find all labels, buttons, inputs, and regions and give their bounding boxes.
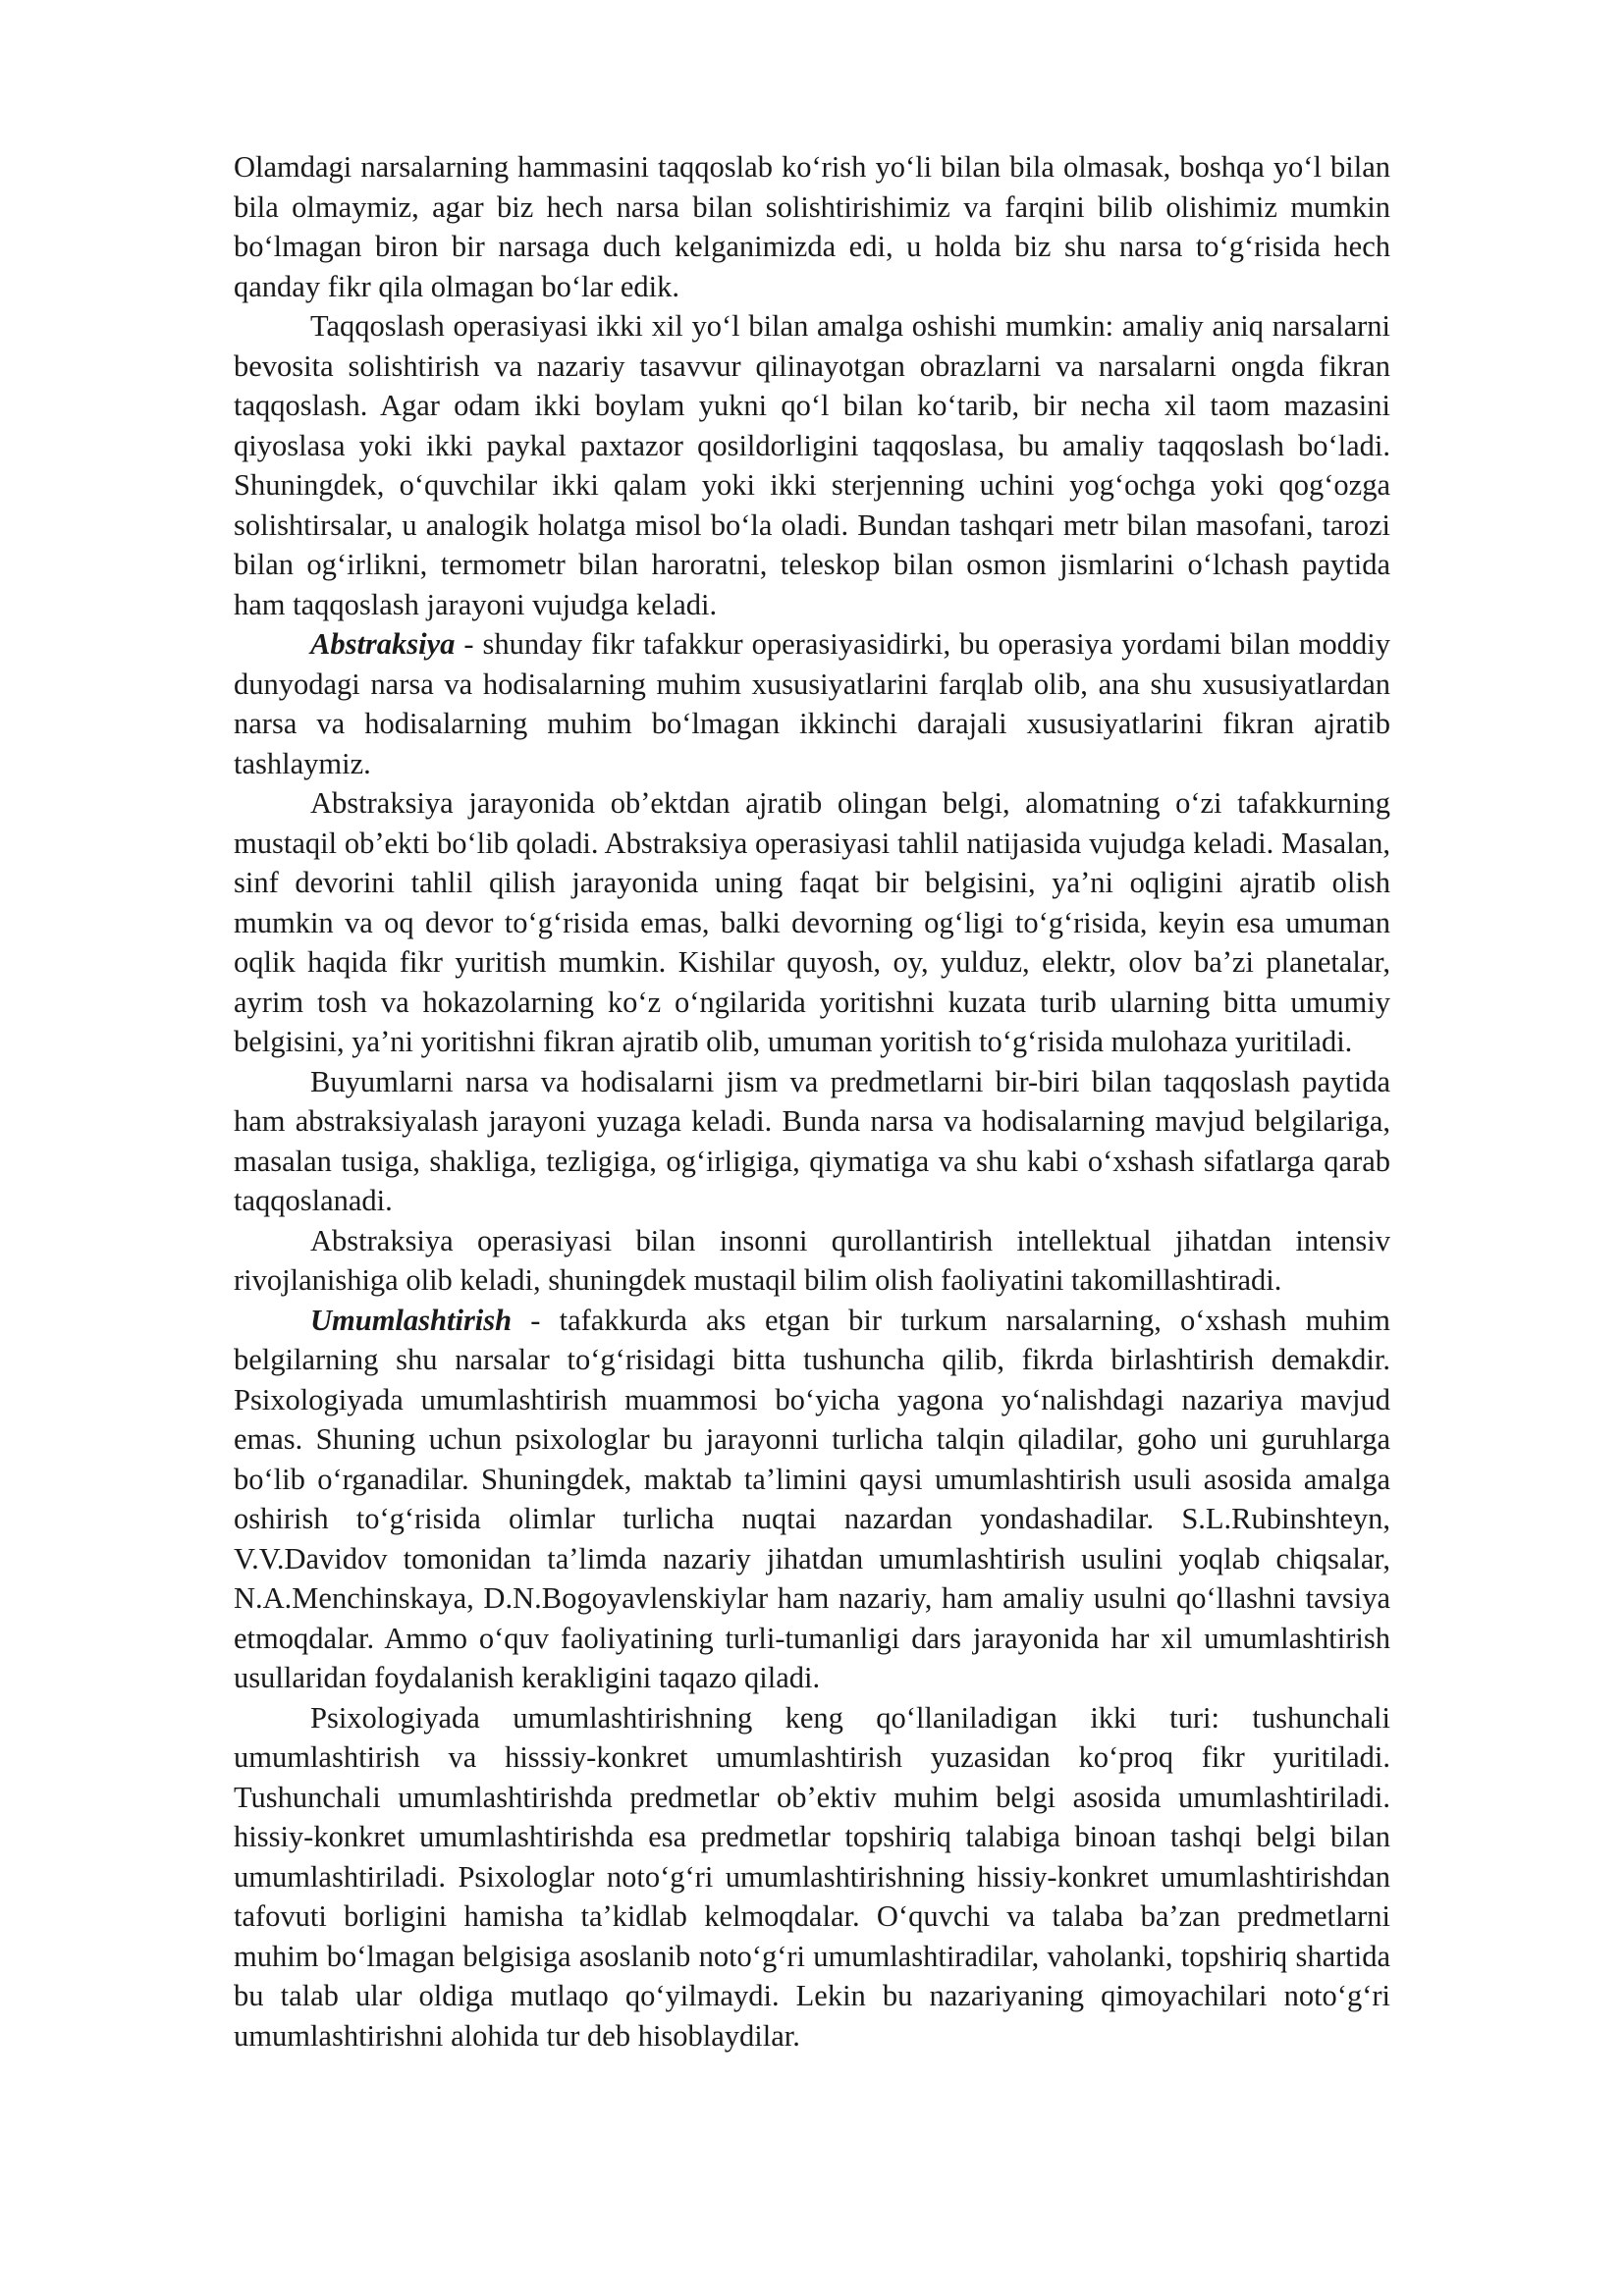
- paragraph-text: - shunday fikr tafakkur operasiyasidirki, bu operasiya yordami bilan moddiy dunyodagi narsa va hodisalarning muhim xususiyatlarini farqlab olib, ana shu xususiyatlardan narsa va hodisalarning muhim boʻlmagan ikkinchi darajali xususiyatlarini fikran ajratib tashlaymiz.: [234, 627, 1390, 780]
- paragraph-4: [234, 783, 1390, 1062]
- term-umumlashtirish: Umumlashtirish: [310, 1303, 513, 1337]
- paragraph-text: Abstraksiya jarayonida obʼektdan ajratib olingan belgi, alomatning oʻzi tafakkurning mustaqil obʼekti boʻlib qoladi. Abstraksiya operasiyasi tahlil natijasida vujudga keladi. Masalan, sinf devorini tahlil qilish jarayonida uning faqat bir belgisini, yaʼni oqligini ajratib olish mumkin va oq devor toʻgʻrisida emas, balki devorning ogʻligi toʻgʻrisida, keyin esa umuman oqlik haqida fikr yuritish mumkin. Kishilar quyosh, oy, yulduz, elektr, olov baʼzi planetalar, ayrim tosh va hokazolarning koʻz oʻngilarida yoritishni kuzata turib ularning bitta umumiy belgisini, yaʼni yoritishni fikran ajratib olib, umuman yoritish toʻgʻrisida mulohaza yuritiladi.: [234, 786, 1390, 1058]
- paragraph-5: [234, 1062, 1390, 1221]
- paragraph-7: [234, 1301, 1390, 1698]
- paragraph-3: [234, 624, 1390, 783]
- paragraph-text: Olamdagi narsalarning hammasini taqqoslab koʻrish yoʻli bilan bila olmasak, boshqa yoʻl bilan bila olmaymiz, agar biz hech narsa bilan solishtirishimiz va farqini bilib olishimiz mumkin boʻlmagan biron bir narsaga duch kelganimizda edi, u holda biz shu narsa toʻgʻrisida hech qanday fikr qila olmagan boʻlar edik.: [234, 150, 1390, 303]
- paragraph-6: [234, 1221, 1390, 1301]
- paragraph-text: Psixologiyada umumlashtirishning keng qoʻllaniladigan ikki turi: tushunchali umumlashtirish va hisssiy-konkret umumlashtirish yuzasidan koʻproq fikr yuritiladi. Tushunchali umumlashtirishda predmetlar obʼektiv muhim belgi asosida umumlashtiriladi. hissiy-konkret umumlashtirishda esa predmetlar topshiriq talabiga binoan tashqi belgi bilan umumlashtiriladi. Psixologlar notoʻgʻri umumlashtirishning hissiy-konkret umumlashtirishdan tafovuti borligini hamisha taʼkidlab kelmoqdalar. Oʻquvchi va talaba baʼzan predmetlarni muhim boʻlmagan belgisiga asoslanib notoʻgʻri umumlashtiradilar, vaholanki, topshiriq shartida bu talab ular oldiga mutlaqo qoʻyilmaydi. Lekin bu nazariyaning qimoyachilari notoʻgʻri umumlashtirishni alohida tur deb hisoblaydilar.: [234, 1700, 1390, 2053]
- paragraph-text: Buyumlarni narsa va hodisalarni jism va predmetlarni bir-biri bilan taqqoslash paytida ham abstraksiyalash jarayoni yuzaga keladi. Bunda narsa va hodisalarning mavjud belgilariga, masalan tusiga, shakliga, tezligiga, ogʻirligiga, qiymatiga va shu kabi oʻxshash sifatlarga qarab taqqoslanadi.: [234, 1064, 1390, 1217]
- paragraph-text: Taqqoslash operasiyasi ikki xil yoʻl bilan amalga oshishi mumkin: amaliy aniq narsalarni bevosita solishtirish va nazariy tasavvur qilinayotgan obrazlarni va narsalarni ongda fikran taqqoslash. Agar odam ikki boylam yukni qoʻl bilan koʻtarib, bir necha xil taom mazasini qiyoslasa yoki ikki paykal paxtazor qosildorligini taqqoslasa, bu amaliy taqqoslash boʻladi. Shuningdek, oʻquvchilar ikki qalam yoki ikki sterjenning uchini yogʻochga yoki qogʻozga solishtirsalar, u analogik holatga misol boʻla oladi. Bundan tashqari metr bilan masofani, tarozi bilan ogʻirlikni, termometr bilan haroratni, teleskop bilan osmon jismlarini oʻlchash paytida ham taqqoslash jarayoni vujudga keladi.: [234, 309, 1390, 621]
- document-page: [234, 147, 1390, 2056]
- paragraph-1: [234, 147, 1390, 306]
- paragraph-text: - tafakkurda aks etgan bir turkum narsalarning, oʻxshash muhim belgilarning shu narsalar toʻgʻrisidagi bitta tushuncha qilib, fikrda birlashtirish demakdir. Psixologiyada umumlashtirish muammosi boʻyicha yagona yoʻnalishdagi nazariya mavjud emas. Shuning uchun psixologlar bu jarayonni turlicha talqin qiladilar, goho uni guruhlarga boʻlib oʻrganadilar. Shuningdek, maktab taʼlimini qaysi umumlashtirish usuli asosida amalga oshirish toʻgʻrisida olimlar turlicha nuqtai nazardan yondashadilar. S.L.Rubinshteyn, V.V.Davidov tomonidan taʼlimda nazariy jihatdan umumlashtirish usulini yoqlab chiqsalar, N.A.Menchinskaya, D.N.Bogoyavlenskiylar ham nazariy, ham amaliy usulni qoʻllashni tavsiya etmoqdalar. Ammo oʻquv faoliyatining turli-tumanligi dars jarayonida har xil umumlashtirish usullaridan foydalanish kerakligini taqazo qiladi.: [234, 1303, 1390, 1694]
- term-abstraksiya: Abstraksiya: [310, 627, 456, 661]
- paragraph-text: Abstraksiya operasiyasi bilan insonni qurollantirish intellektual jihatdan intensiv rivojlanishiga olib keladi, shuningdek mustaqil bilim olish faoliyatini takomillashtiradi.: [234, 1223, 1390, 1297]
- paragraph-8: [234, 1698, 1390, 2056]
- paragraph-2: [234, 306, 1390, 624]
